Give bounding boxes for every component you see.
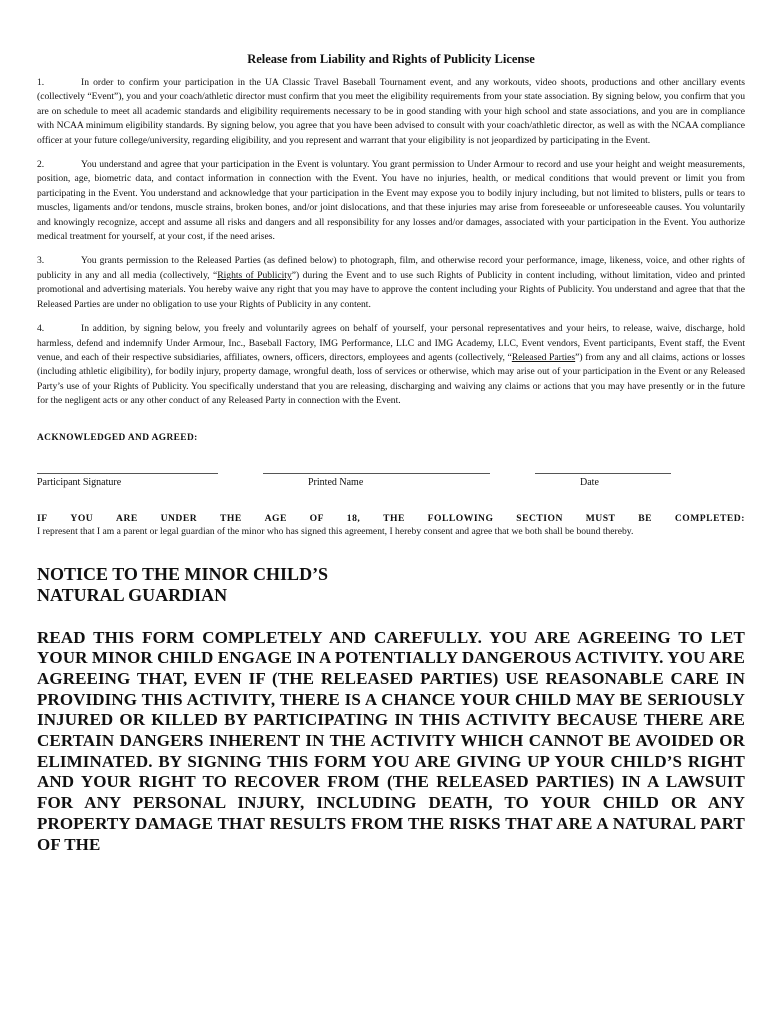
heading-word: BE	[638, 512, 653, 524]
paragraph-number: 1.	[37, 77, 45, 88]
paragraph-text-before: In addition, by signing below, you freely and voluntarily agrees on behalf of yourself, your personal representatives and your heirs, to release, waive, discharge, hold harmless, defend and indemnify Under Armour, Inc., Baseball Factory, IMG Performance, LLC and IMG Academy, LLC, Event vendors, Event participants, Event staff, the Event venue, and each of their respective subsidiaries, affiliates, owners, officers, directors, employees and agents (collectively, “	[37, 323, 745, 363]
document-title: Release from Liability and Rights of Publicity License	[247, 52, 535, 66]
acknowledged-heading: ACKNOWLEDGED AND AGREED:	[37, 432, 198, 443]
printed-name-label: Printed Name	[308, 476, 364, 488]
heading-word: THE	[383, 512, 405, 524]
participant-signature-line[interactable]	[37, 473, 218, 474]
heading-word: THE	[220, 512, 242, 524]
paragraph-text-after: ”) from any and all claims, actions or losses (including athletic eligibility), for bodily injury, property damage, wrongful death, loss of services or otherwise, which may arise out of your participation in the Event or any Released Party’s use of your Rights of Publicity. You specifically understand that you are releasing, discharging and waiving any claims or actions that you may have presently or in the future for the negligent acts or any other conduct of any Released Party in connection with the Event.	[37, 351, 745, 407]
heading-word: UNDER	[160, 512, 198, 524]
participant-signature-label: Participant Signature	[37, 476, 122, 488]
date-label: Date	[580, 476, 599, 488]
heading-word: COMPLETED:	[674, 512, 745, 524]
heading-word: AGE	[264, 512, 287, 524]
heading-word: 18,	[346, 512, 361, 524]
paragraph-3	[37, 254, 745, 312]
minor-section-heading	[37, 513, 745, 524]
paragraph-number: 3.	[37, 255, 45, 267]
paragraph-number: 2.	[37, 159, 45, 171]
date-line[interactable]	[535, 473, 671, 474]
paragraph-1	[37, 76, 745, 148]
guardian-warning-text: READ THIS FORM COMPLETELY AND CAREFULLY. YOU ARE AGREEING TO LET YOUR MINOR CHILD ENGAGE IN A POTENTIALLY DANGEROUS ACTIVITY. YOU ARE AGREEING THAT, EVEN IF (THE RELEASED PARTIES) USE REASONABLE CARE IN PROVIDING THIS ACTIVITY, THERE IS A CHANCE YOUR CHILD MAY BE SERIOUSLY INJURED OR KILLED BY PARTICIPATING IN THIS ACTIVITY BECAUSE THERE ARE CERTAIN DANGERS INHERENT IN THE ACTIVITY WHICH CANNOT BE AVOIDED OR ELIMINATED. BY SIGNING THIS FORM YOU ARE GIVING UP YOUR CHILD’S RIGHT AND YOUR RIGHT TO RECOVER FROM (THE RELEASED PARTIES) IN A LAWSUIT FOR ANY PERSONAL INJURY, INCLUDING DEATH, TO YOUR CHILD OR ANY PROPERTY DAMAGE THAT RESULTS FROM THE RISKS THAT ARE A NATURAL PART OF THE	[37, 627, 745, 854]
guardian-consent-text: I represent that I am a parent or legal guardian of the minor who has signed this agreement, I hereby consent and agree that we both shall be bound thereby.	[37, 525, 634, 537]
heading-word: FOLLOWING	[427, 512, 494, 524]
paragraph-text: You understand and agree that your participation in the Event is voluntary. You grant permission to Under Armour to record and use your height and weight measurements, position, age, biometric data, and contact information in connection with the Event. You have no injuries, health, or medical conditions that would prevent or limit you from participating in the Event. You understand and acknowledge that your participation in the Event may expose you to bodily injury including, but not limited to blisters, pulls or tears to muscles, ligaments and/or tendons, muscle strains, broken bones, and/or joint dislocations, and that these injuries may arise from foreseeable or unforeseeable causes. You voluntarily and knowingly recognize, accept and assume all risks and dangers and all responsibility for any losses and/or damages, associated with your participation in the Event. You authorize medical treatment for yourself, at your cost, if the need arises.	[37, 159, 745, 243]
heading-word: SECTION	[516, 512, 563, 524]
paragraph-text-after: ”) during the Event and to use such Rights of Publicity in content including, without limitation, video and printed promotional and advertising materials. You hereby waive any right that you may have to approve the content including your Rights of Publicity. You understand and agree that that the Released Parties are under no obligation to use your Rights of Publicity in any content.	[37, 269, 745, 310]
paragraph-number: 4.	[37, 323, 45, 335]
heading-word: IF	[37, 512, 48, 524]
heading-word: MUST	[585, 512, 616, 524]
notice-heading	[37, 564, 745, 606]
notice-heading-line-1: NOTICE TO THE MINOR CHILD’S	[37, 563, 329, 584]
defined-term-released-parties: Released Parties	[511, 351, 576, 363]
notice-heading-line-2: NATURAL GUARDIAN	[37, 584, 228, 605]
paragraph-text-before: You grants permission to the Released Parties (as defined below) to photograph, film, and otherwise record your performance, image, likeness, voice, and other rights of publicity in any and all media (collectively, “	[37, 255, 745, 281]
heading-word: YOU	[70, 512, 94, 524]
paragraph-text: In order to confirm your participation in the UA Classic Travel Baseball Tournament event, and any workouts, video shoots, productions and other ancillary events (collectively “Event”), you and your coach/athletic director must confirm that you meet the eligibility requirements from your state association. By signing below, you confirm that you are on schedule to meet all academic standards and eligibility requirements necessary to be in good standing with your high school and state associations, and you are in compliance with NCAA minimum eligibility standards. By signing below, you agree that you have been advised to consult with your coach/athletic director, as well as with the NCAA compliance officer at your future college/university, regarding eligibility, and you represent and warrant that your eligibility is not jeopardized by participating in the Event.	[37, 77, 745, 146]
paragraph-4	[37, 322, 745, 408]
signature-row	[37, 473, 745, 513]
paragraph-2	[37, 158, 745, 244]
release-document	[37, 52, 745, 855]
printed-name-line[interactable]	[263, 473, 490, 474]
heading-word: ARE	[116, 512, 138, 524]
heading-word: OF	[309, 512, 324, 524]
defined-term-rights-of-publicity: Rights of Publicity	[217, 269, 292, 281]
